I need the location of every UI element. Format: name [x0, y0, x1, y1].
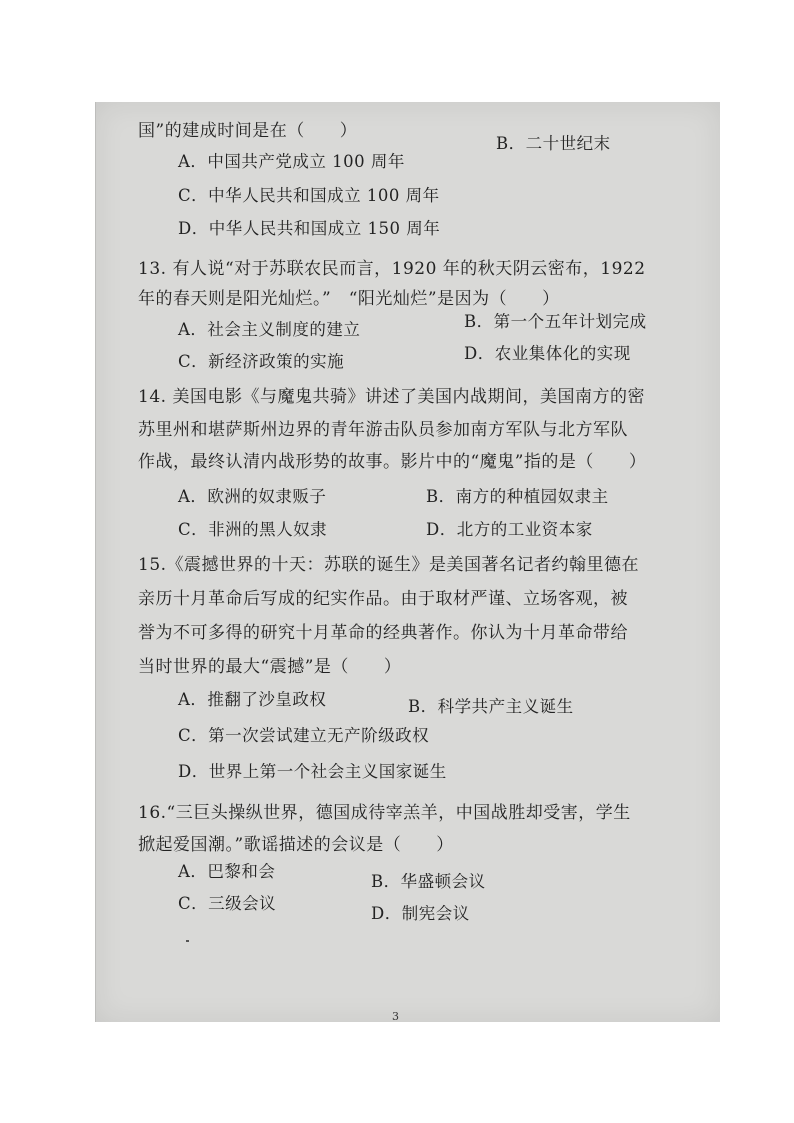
q13-stem-line-1: 13. 有人说“对于苏联农民而言，1920 年的秋天阴云密布，1922	[138, 259, 646, 279]
q14-stem-line-2: 苏里州和堪萨斯州边界的青年游击队员参加南方军队与北方军队	[138, 420, 628, 440]
q16-option-a: A．巴黎和会	[178, 862, 276, 881]
q13-option-b: B．第一个五年计划完成	[464, 312, 647, 331]
q12-option-d: D．中华人民共和国成立 150 周年	[178, 219, 441, 238]
page-number: 3	[392, 1010, 399, 1023]
q15-option-a: A．推翻了沙皇政权	[178, 690, 327, 709]
q12-option-a: A．中国共产党成立 100 周年	[178, 152, 405, 171]
q12-option-c: C．中华人民共和国成立 100 周年	[178, 186, 440, 205]
q14-stem-line-1: 14. 美国电影《与魔鬼共骑》讲述了美国内战期间，美国南方的密	[138, 387, 645, 407]
q12-option-b: B．二十世纪末	[496, 134, 611, 153]
q15-stem-line-3: 誉为不可多得的研究十月革命的经典著作。你认为十月革命带给	[138, 623, 628, 643]
exam-page	[95, 102, 720, 1022]
q16-option-c: C．三级会议	[178, 894, 277, 913]
stray-mark	[186, 940, 189, 942]
q15-stem-line-1: 15.《震撼世界的十天：苏联的诞生》是美国著名记者约翰里德在	[138, 555, 640, 575]
q13-option-c: C．新经济政策的实施	[178, 352, 345, 371]
q16-stem-line-2: 掀起爱国潮。”歌谣描述的会议是（ ）	[138, 835, 454, 855]
q14-option-d: D．北方的工业资本家	[426, 520, 593, 539]
q15-option-c: C．第一次尝试建立无产阶级政权	[178, 726, 430, 745]
q13-option-a: A．社会主义制度的建立	[178, 320, 361, 339]
q14-option-c: C．非洲的黑人奴隶	[178, 520, 328, 539]
q12-stem: 国”的建成时间是在（ ）	[138, 121, 358, 141]
q13-stem-line-2: 年的春天则是阳光灿烂。” “阳光灿烂”是因为（ ）	[138, 289, 560, 309]
q15-stem-line-2: 亲历十月革命后写成的纪实作品。由于取材严谨、立场客观，被	[138, 589, 628, 609]
q14-stem-line-3: 作战，最终认清内战形势的故事。影片中的“魔鬼”指的是（ ）	[138, 452, 647, 472]
q15-option-b: B．科学共产主义诞生	[408, 697, 574, 716]
q16-option-d: D．制宪会议	[371, 904, 470, 923]
q15-option-d: D．世界上第一个社会主义国家诞生	[178, 762, 447, 781]
q16-option-b: B．华盛顿会议	[371, 872, 486, 891]
q15-stem-line-4: 当时世界的最大“震撼”是（ ）	[138, 657, 402, 677]
q14-option-b: B．南方的种植园奴隶主	[426, 487, 609, 506]
q13-option-d: D．农业集体化的实现	[464, 344, 631, 363]
q14-option-a: A．欧洲的奴隶贩子	[178, 487, 327, 506]
q16-stem-line-1: 16.“三巨头操纵世界，德国成待宰羔羊，中国战胜却受害，学生	[138, 803, 631, 823]
